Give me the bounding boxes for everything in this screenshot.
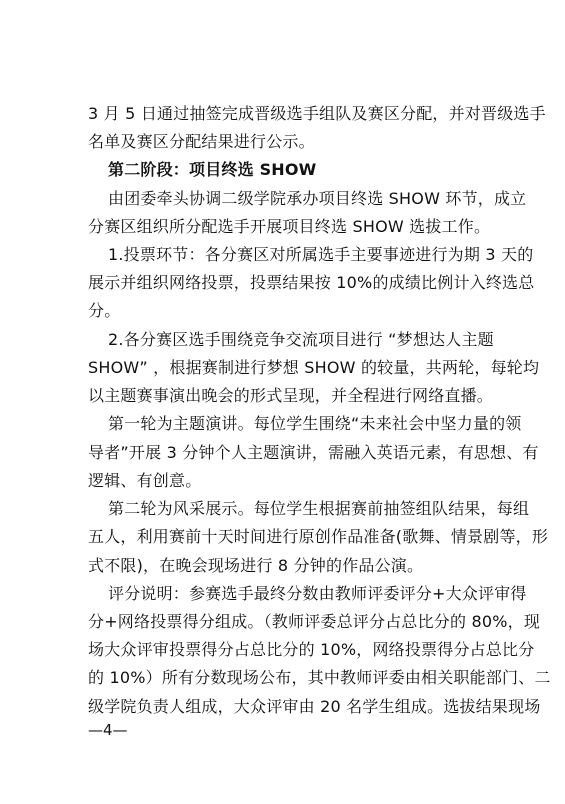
text-line: 第一轮为主题演讲。每位学生围绕“未来社会中坚力量的领 [108,414,522,433]
section-heading: 第二阶段：项目终选 SHOW [108,160,317,179]
text-line: 2.各分赛区选手围绕竞争交流项目进行 “梦想达人主题 [108,330,494,349]
text-line: 分赛区组织所分配选手开展项目终选 SHOW 选拔工作。 [88,217,491,236]
text-line: 评分说明：参赛选手最终分数由教师评委评分+大众评审得 [108,584,527,603]
text-line: 3 月 5 日通过抽签完成晋级选手组队及赛区分配，并对晋级选手 [88,104,546,123]
text-line: 分+网络投票得分组成。（教师评委总评分占总比分的 80%，现 [88,612,541,631]
text-line: 五人，利用赛前十天时间进行原创作品准备(歌舞、情景剧等，形 [88,527,549,546]
text-line: 以主题赛事演出晚会的形式呈现，并全程进行网络直播。 [88,386,494,405]
text-line: 1.投票环节：各分赛区对所属选手主要事迹进行为期 3 天的 [108,245,534,264]
text-line: 第二轮为风采展示。每位学生根据赛前抽签组队结果，每组 [108,499,530,518]
text-line: SHOW” ，根据赛制进行梦想 SHOW 的较量，共两轮，每轮均 [88,358,540,377]
text-line: 场大众评审投票得分占总比分的 10%，网络投票得分占总比分 [88,640,535,659]
text-line: 导者”开展 3 分钟个人主题演讲，需融入英语元素，有思想、有 [88,443,539,462]
text-line: 由团委牵头协调二级学院承办项目终选 SHOW 环节，成立 [108,189,527,208]
text-line: 分。 [88,301,121,320]
text-line: 的 10%）所有分数现场公布，其中教师评委由相关职能部门、二 [88,668,551,687]
text-line: 展示并组织网络投票，投票结果按 10%的成绩比例计入终选总 [88,273,535,292]
text-line: 式不限)，在晚会现场进行 8 分钟的作品公演。 [88,556,424,575]
text-line: 名单及赛区分配结果进行公示。 [88,132,315,151]
text-line: 级学院负责人组成，大众评审由 20 名学生组成。选拔结果现场 [88,697,541,716]
text-line: 逻辑、有创意。 [88,471,202,490]
page-number: —4— [88,721,128,739]
